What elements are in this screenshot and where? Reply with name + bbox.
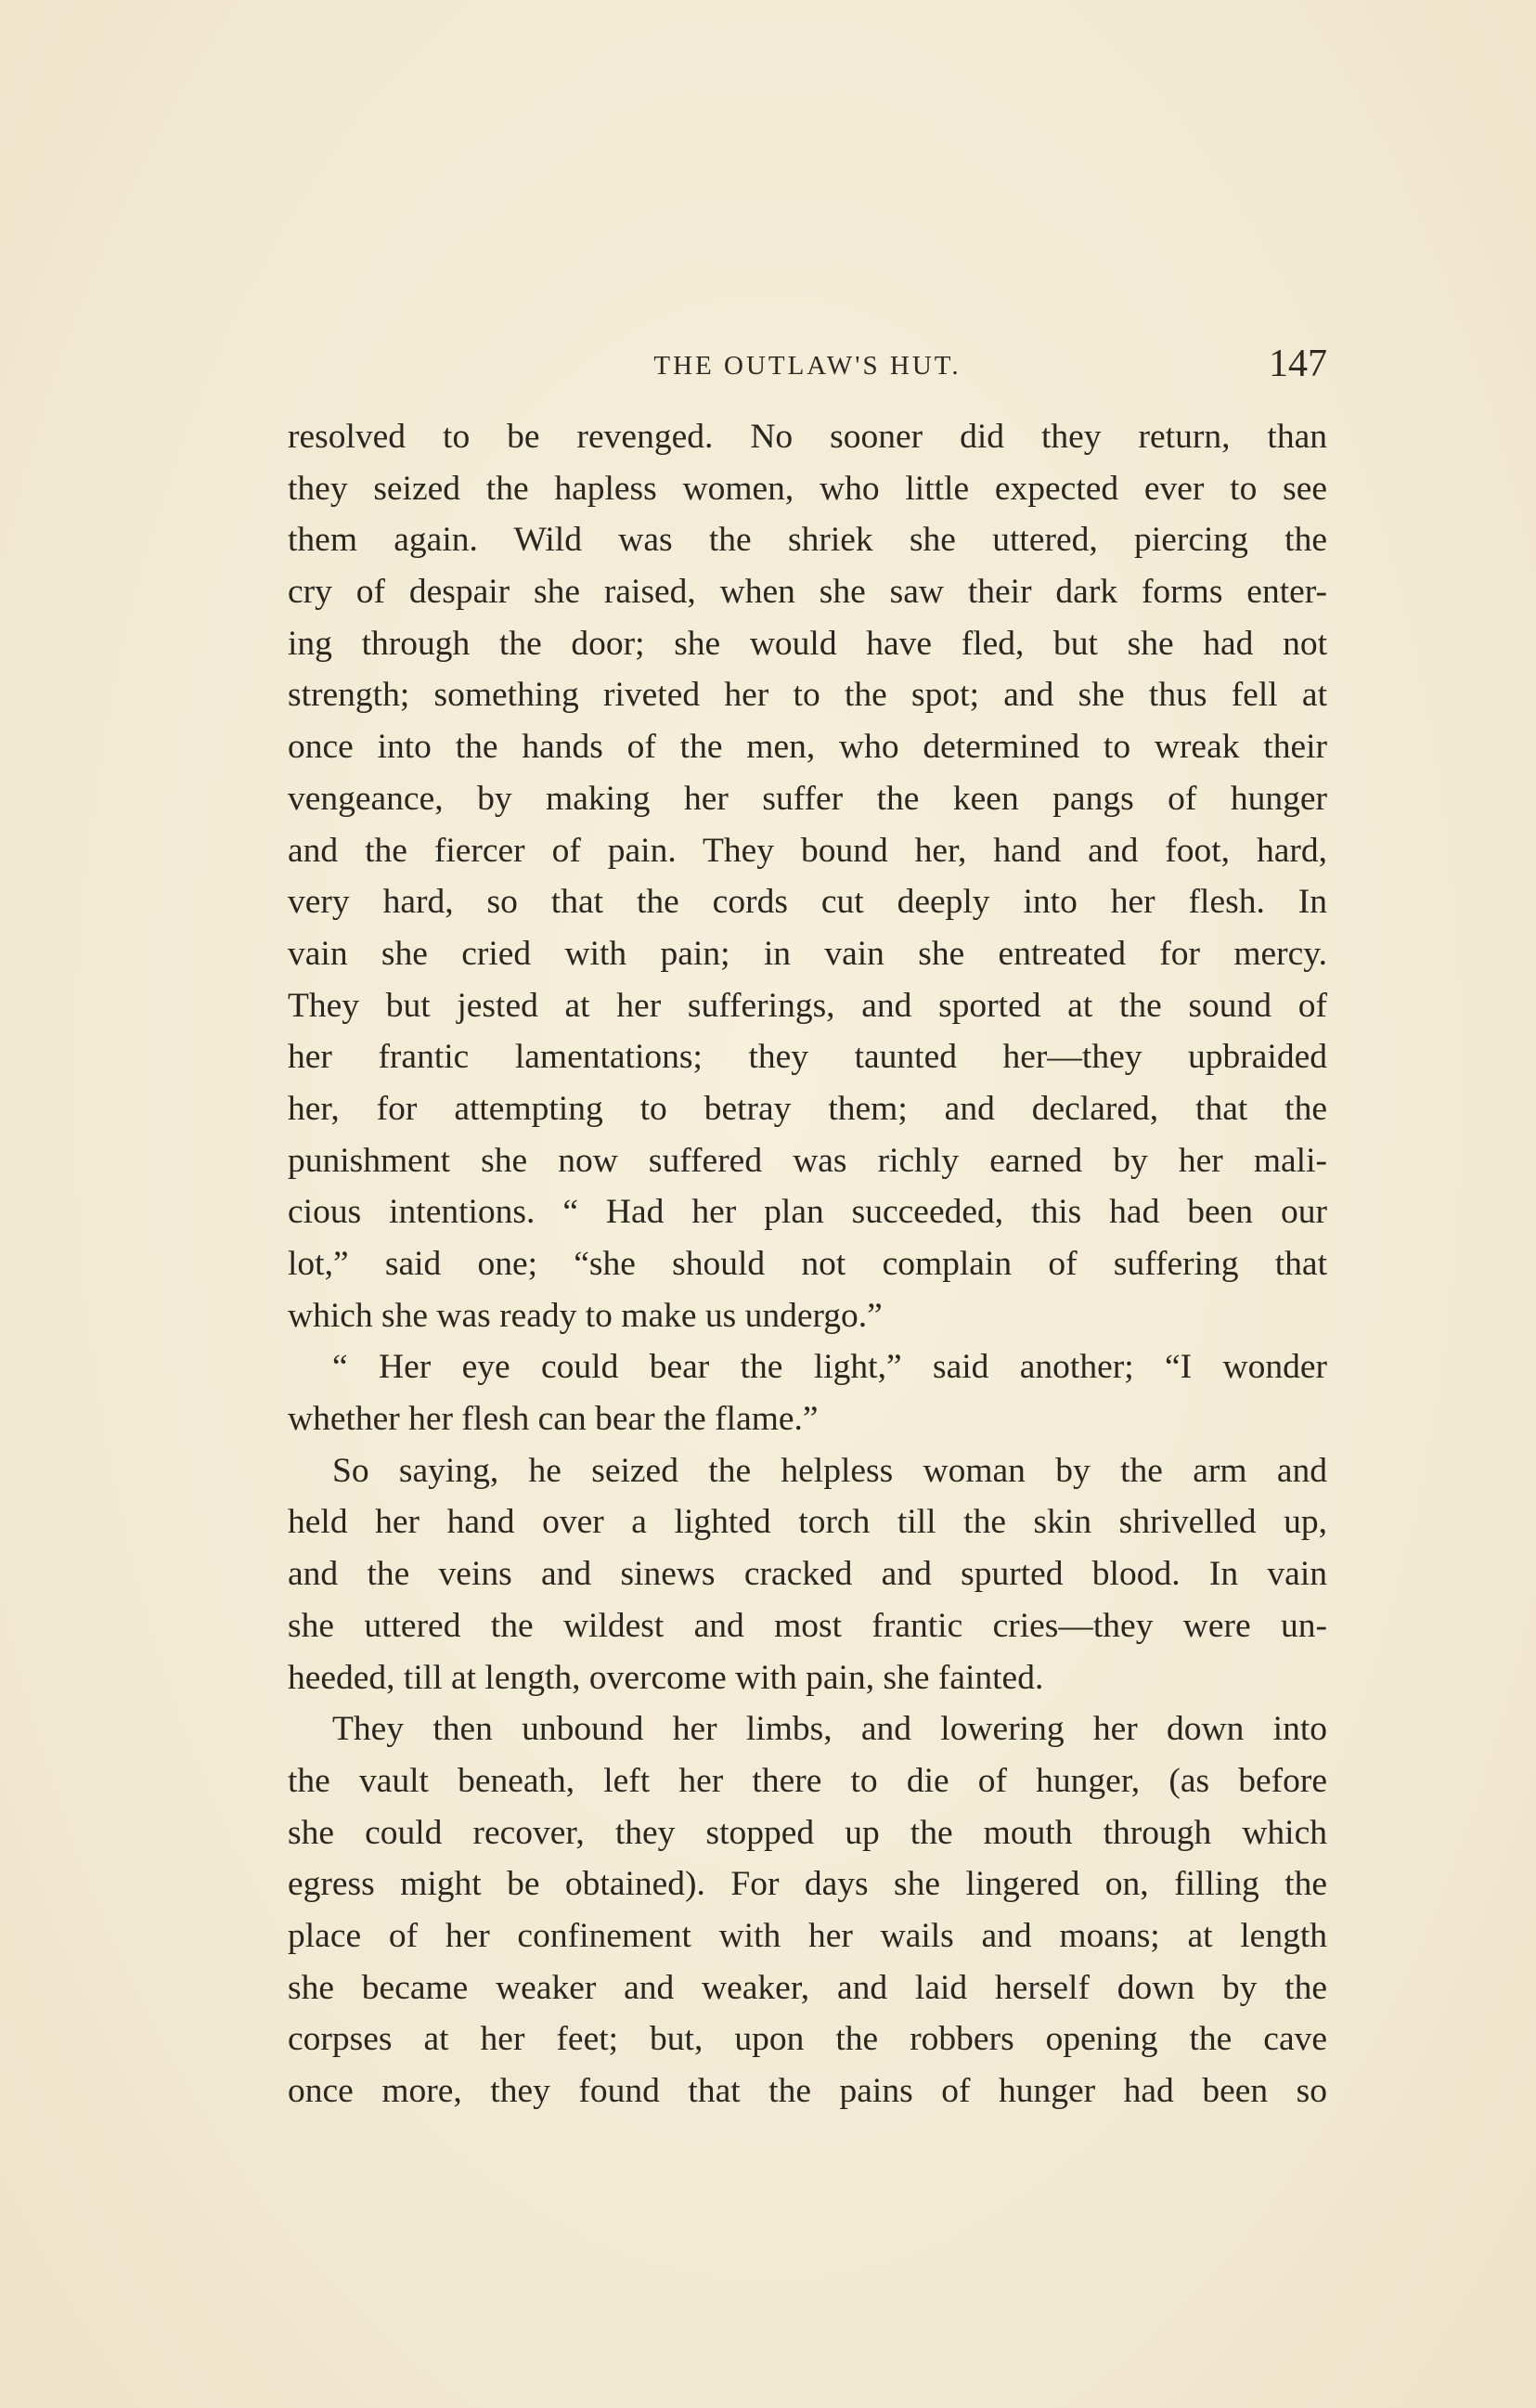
running-title: THE OUTLAW'S HUT. (653, 351, 962, 381)
text-line: lot,” said one; “she should not complain of suffering that (288, 1245, 1327, 1283)
text-line: cious intentions. “ Had her plan succeeded, this had been our (288, 1193, 1327, 1232)
text-line: egress might be obtained). For days she lingered on, filling the (288, 1865, 1327, 1904)
text-line: she became weaker and weaker, and laid herself down by the (288, 1968, 1327, 2007)
text-line: them again. Wild was the shriek she uttered, piercing the (288, 521, 1327, 560)
text-line: vain she cried with pain; in vain she entreated for mercy. (288, 934, 1327, 973)
text-line: very hard, so that the cords cut deeply into her flesh. In (288, 883, 1327, 922)
page-header (288, 334, 1327, 390)
text-line: heeded, till at length, overcome with pain, she fainted. (288, 1658, 1044, 1697)
text-line: she could recover, they stopped up the mouth through which (288, 1813, 1327, 1852)
text-line: corpses at her feet; but, upon the robbers opening the cave (288, 2020, 1327, 2059)
text-line: and the fiercer of pain. They bound her, hand and foot, hard, (288, 831, 1327, 870)
text-line: They but jested at her sufferings, and sported at the sound of (288, 986, 1327, 1025)
text-line: whether her flesh can bear the flame.” (288, 1400, 819, 1439)
text-line: she uttered the wildest and most frantic cries—they were un- (288, 1606, 1327, 1645)
text-line: vengeance, by making her suffer the keen pangs of hunger (288, 779, 1327, 818)
body-text (288, 411, 1327, 2117)
text-line: “ Her eye could bear the light,” said another; “I wonder (332, 1348, 1327, 1387)
text-line: the vault beneath, left her there to die of hunger, (as before (288, 1761, 1327, 1800)
text-line: her, for attempting to betray them; and declared, that the (288, 1089, 1327, 1128)
text-line: cry of despair she raised, when she saw their dark forms enter- (288, 573, 1327, 612)
text-line: strength; something riveted her to the spot; and she thus fell at (288, 676, 1327, 715)
text-line: So saying, he seized the helpless woman by the arm and (332, 1451, 1327, 1490)
page-number: 147 (1269, 343, 1327, 385)
text-line: punishment she now suffered was richly earned by her mali- (288, 1141, 1327, 1180)
text-line: resolved to be revenged. No sooner did they return, than (288, 418, 1327, 456)
text-line: once more, they found that the pains of hunger had been so (288, 2072, 1327, 2110)
text-line: held her hand over a lighted torch till the skin shrivelled up, (288, 1503, 1327, 1542)
text-line: once into the hands of the men, who determined to wreak their (288, 728, 1327, 767)
text-line: they seized the hapless women, who little expected ever to see (288, 469, 1327, 508)
text-line: They then unbound her limbs, and lowering her down into (332, 1710, 1327, 1749)
text-line: her frantic lamentations; they taunted her—they upbraided (288, 1038, 1327, 1077)
text-line: which she was ready to make us undergo.” (288, 1296, 883, 1335)
text-line: place of her confinement with her wails and moans; at length (288, 1916, 1327, 1955)
text-line: and the veins and sinews cracked and spurted blood. In vain (288, 1555, 1327, 1594)
text-line: ing through the door; she would have fled, but she had not (288, 624, 1327, 663)
